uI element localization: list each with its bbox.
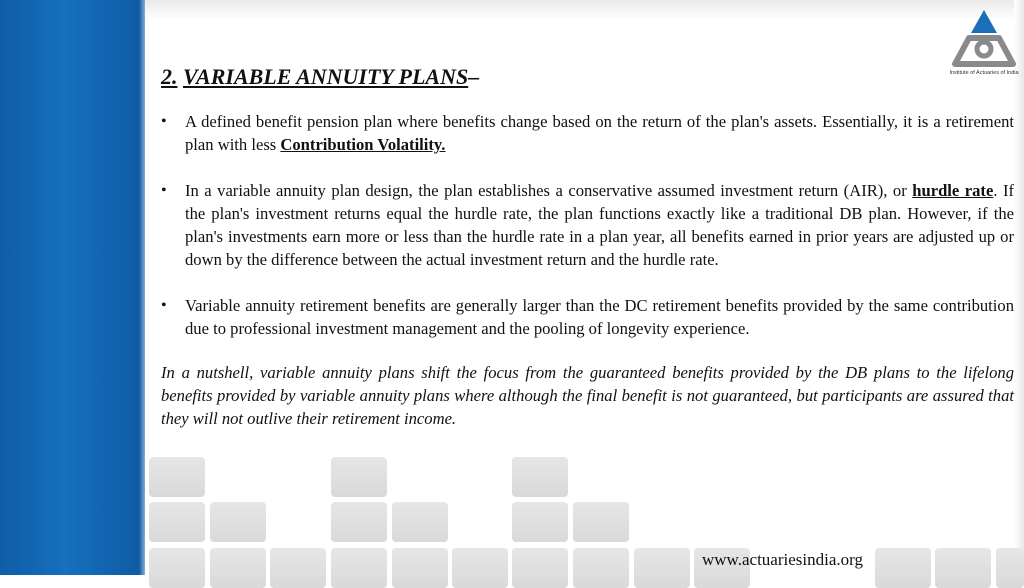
tile — [512, 548, 568, 588]
bullet-list — [161, 110, 1014, 340]
tile — [149, 457, 205, 497]
bullet-icon: • — [161, 297, 167, 314]
tile — [512, 457, 568, 497]
left-blue-band — [0, 0, 145, 575]
heading-dash: – — [468, 64, 480, 89]
tile — [392, 548, 448, 588]
heading-number: 2. — [161, 64, 178, 89]
bullet-item: • In a variable annuity plan design, the plan establishes a conservative assumed investment return (AIR), or hurdle rate. If the plan's investment returns equal the hurdle rate, the plan functions exactly like a traditional DB plan. However, if the plan's investments earn more or less than the hurdle rate in a plan year, all benefits earned in prior years are adjusted up or down by the difference between the actual investment return and the hurdle rate. — [161, 181, 1014, 269]
tile — [573, 502, 629, 542]
tile — [210, 548, 266, 588]
bullet-icon: • — [161, 113, 167, 130]
tile — [996, 548, 1024, 588]
tile — [331, 548, 387, 588]
tile — [149, 548, 205, 588]
heading-title: VARIABLE ANNUITY PLANS — [183, 64, 469, 89]
bullet-icon: • — [161, 182, 167, 199]
tile — [149, 502, 205, 542]
footer-url[interactable]: www.actuariesindia.org — [702, 550, 863, 569]
tile — [331, 502, 387, 542]
tile — [634, 548, 690, 588]
slide-content — [161, 62, 1014, 430]
highlight-term: Contribution Volatility. — [280, 135, 446, 154]
slide-heading — [161, 62, 1014, 92]
tile — [392, 502, 448, 542]
tile — [452, 548, 508, 588]
tile — [512, 502, 568, 542]
top-shadow — [145, 0, 1024, 20]
tile — [875, 548, 931, 588]
highlight-term: hurdle rate — [912, 181, 994, 200]
tile — [270, 548, 326, 588]
bullet-item: • A defined benefit pension plan where benefits change based on the return of the plan's assets. Essentially, it is a retirement plan with less Contribution Volatility. — [161, 112, 1014, 154]
logo-caption: Institute of Actuaries of India — [949, 70, 1019, 76]
tile — [573, 548, 629, 588]
summary-paragraph: In a nutshell, variable annuity plans shift the focus from the guaranteed benefits provided by the DB plans to the lifelong benefits provided by variable annuity plans where although the final benefit is not guaranteed, but participants are assured that they will not outlive their retirement income. — [161, 363, 1014, 428]
decorative-tiles — [145, 455, 1024, 575]
tile — [210, 502, 266, 542]
bullet-item: • Variable annuity retirement benefits are generally larger than the DC retirement benefits provided by the same contribution due to professional investment management and the pooling of longevity experience. — [161, 296, 1014, 338]
tile — [935, 548, 991, 588]
tile — [331, 457, 387, 497]
